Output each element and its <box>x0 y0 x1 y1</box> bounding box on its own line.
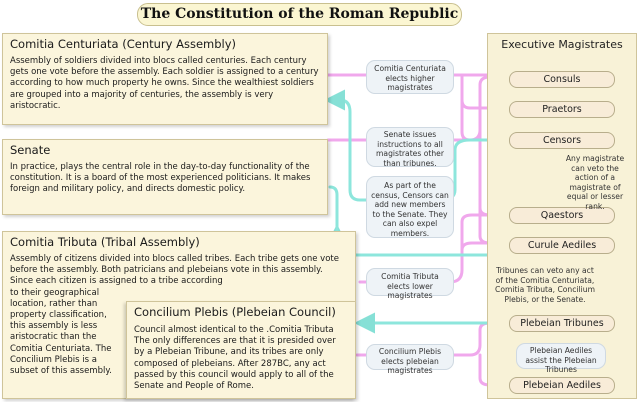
senate-heading: Senate <box>10 143 51 157</box>
plebis-elects-bubble: Concilium Plebis elects plebeian magistrates <box>366 344 454 370</box>
concilium-plebis-panel <box>126 301 356 399</box>
comitia-tributa-heading: Comitia Tributa (Tribal Assembly) <box>10 235 200 249</box>
executive-magistrates-heading: Executive Magistrates <box>501 38 623 51</box>
plebeian-aediles-box: Plebeian Aediles <box>509 377 615 394</box>
tribunes-veto-note: Tribunes can veto any act of the Comitia Centuriata, Comitia Tributa, Concilium Plebis, or the Senate. <box>495 266 595 304</box>
senate-instructs-bubble: Senate issues instructions to all magistrates other than tribunes. <box>366 127 454 167</box>
praetors-box: Praetors <box>509 101 615 118</box>
plebeian-tribunes-box: Plebeian Tribunes <box>509 315 615 332</box>
comitia-tributa-text-continued: to their geographical location, rather than property classification, this assembly is less aristocratic than the Comitia Centuriata. The Concilium Plebis is a subset of this assembly. <box>10 287 112 377</box>
centuriata-elects-bubble: Comitia Centuriata elects higher magistrates <box>366 60 454 94</box>
censors-expel-bubble: As part of the census, Censors can add new members to the Senate. They can also expel members. <box>366 176 454 238</box>
consuls-box: Consuls <box>509 71 615 88</box>
comitia-centuriata-panel <box>2 33 328 125</box>
qaestors-box: Qaestors <box>509 207 615 224</box>
comitia-centuriata-text: Assembly of soldiers divided into blocs called centuries. Each century gets one vote before the assembly. Each soldier is assigned to a century according to how much property he owns. Since the wealthiest soldiers are grouped into a majority of centuries, the assembly is very aristocratic. <box>10 56 319 111</box>
censors-box: Censors <box>509 132 615 149</box>
curule-aediles-box: Curule Aediles <box>509 237 615 254</box>
senate-panel <box>2 139 328 215</box>
veto-note: Any magistrate can veto the action of a magistrate of equal or lesser rank. <box>565 154 625 211</box>
concilium-plebis-text: Council almost identical to the .Comitia Tributa The only differences are that it is presided over by a Plebeian Tribune, and its tribes are only composed of plebeians. After 287BC, any act passed by this council would apply to all of the Senate and People of Rome. <box>134 325 336 392</box>
aediles-assist-bubble: Plebeian Aediles assist the Plebeian Tribunes <box>516 343 606 369</box>
comitia-centuriata-heading: Comitia Centuriata (Century Assembly) <box>10 37 237 51</box>
comitia-tributa-text: Assembly of citizens divided into blocs called tribes. Each tribe gets one vote before the assembly. Both patricians and plebeians vote in this assembly. Since each citizen is assigned to a tribe according <box>10 254 339 287</box>
tributa-elects-bubble: Comitia Tributa elects lower magistrates <box>366 268 454 296</box>
diagram-title: The Constitution of the Roman Republic <box>137 3 462 26</box>
concilium-plebis-heading: Concilium Plebis (Plebeian Council) <box>134 305 336 319</box>
senate-text: In practice, plays the central role in the day-to-day functionality of the constitution. It is a board of the most experienced politicians. It makes foreign and military policy, and directs domestic policy. <box>10 162 311 195</box>
